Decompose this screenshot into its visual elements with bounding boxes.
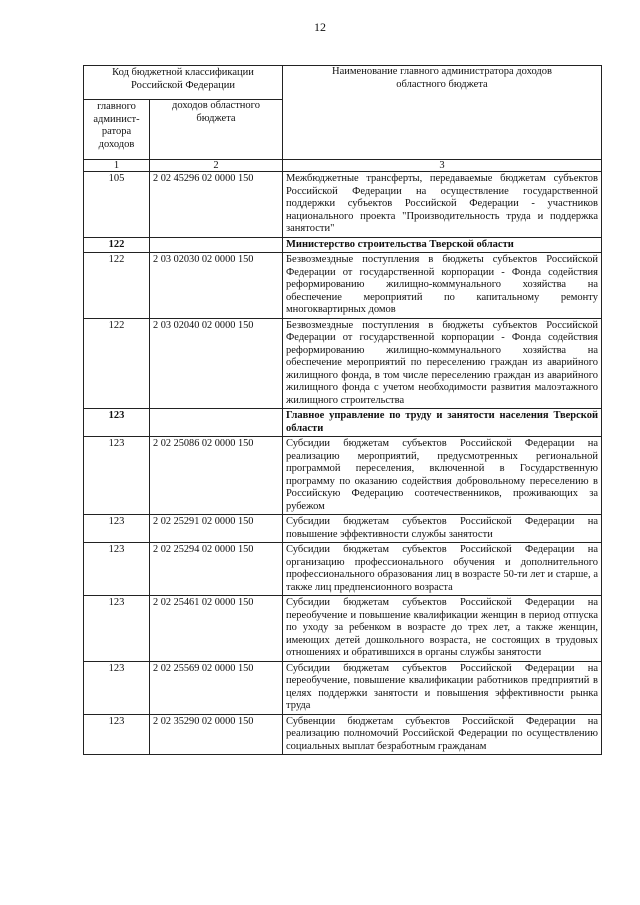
income-column-header: доходов областного бюджета bbox=[150, 100, 283, 160]
group-header-row bbox=[84, 409, 602, 437]
column-number-row bbox=[84, 160, 602, 172]
admin-code-cell: 105 bbox=[84, 172, 150, 238]
income-code-cell: 2 03 02030 02 0000 150 bbox=[150, 253, 283, 319]
income-code-cell: 2 03 02040 02 0000 150 bbox=[150, 318, 283, 409]
code-group-header: Код бюджетной классификации Российской Федерации bbox=[84, 66, 283, 100]
admin-code-cell: 123 bbox=[84, 409, 150, 437]
income-code-cell: 2 02 25569 02 0000 150 bbox=[150, 661, 283, 714]
income-code-cell: 2 02 25461 02 0000 150 bbox=[150, 596, 283, 662]
admin-code-cell: 123 bbox=[84, 515, 150, 543]
name-cell: Министерство строительства Тверской области bbox=[283, 237, 602, 253]
name-cell: Безвозмездные поступления в бюджеты субъектов Российской Федерации от государственной корпорации - Фонда содействия реформированию жилищно-коммунального хозяйства на обеспечение мероприятий по капитальному ремонту многоквартирных домов bbox=[283, 253, 602, 319]
admin-code-cell: 123 bbox=[84, 714, 150, 755]
table-row bbox=[84, 437, 602, 515]
income-code-cell bbox=[150, 237, 283, 253]
group-header-row bbox=[84, 237, 602, 253]
name-cell: Субсидии бюджетам субъектов Российской Федерации на переобучение и повышение квалификации женщин в период отпуска по уходу за ребенком в возрасте до трех лет, а также женщин, имеющих детей дошкольного возраста, не состоящих в трудовых отношениях и обратившихся в органы службы занятости bbox=[283, 596, 602, 662]
income-code-cell: 2 02 25291 02 0000 150 bbox=[150, 515, 283, 543]
admin-code-cell: 122 bbox=[84, 237, 150, 253]
income-code-cell: 2 02 45296 02 0000 150 bbox=[150, 172, 283, 238]
income-code-cell: 2 02 25086 02 0000 150 bbox=[150, 437, 283, 515]
income-code-cell: 2 02 35290 02 0000 150 bbox=[150, 714, 283, 755]
table-row bbox=[84, 318, 602, 409]
name-cell: Субсидии бюджетам субъектов Российской Федерации на организацию профессионального обучения и дополнительного профессионального образования лиц в возрасте 50-ти лет и старше, а также лиц предпенсионного возраста bbox=[283, 543, 602, 596]
page-number: 12 bbox=[314, 20, 326, 34]
name-cell: Главное управление по труду и занятости населения Тверской области bbox=[283, 409, 602, 437]
admin-code-cell: 122 bbox=[84, 318, 150, 409]
name-cell: Субвенции бюджетам субъектов Российской Федерации на реализацию полномочий Российской Федерации по осуществлению социальных выплат безработным гражданам bbox=[283, 714, 602, 755]
table-row bbox=[84, 253, 602, 319]
budget-classification-table bbox=[83, 65, 602, 755]
name-cell: Субсидии бюджетам субъектов Российской Федерации на переобучение, повышение квалификации работников предприятий в целях поддержки занятости и повышения эффективности рынка труда bbox=[283, 661, 602, 714]
admin-column-header: главного админист-ратора доходов bbox=[84, 100, 150, 160]
name-cell: Субсидии бюджетам субъектов Российской Федерации на повышение эффективности службы занятости bbox=[283, 515, 602, 543]
name-column-header: Наименование главного администратора доходов областного бюджета bbox=[283, 66, 602, 160]
table-row bbox=[84, 596, 602, 662]
admin-code-cell: 123 bbox=[84, 661, 150, 714]
table-row bbox=[84, 661, 602, 714]
admin-code-cell: 123 bbox=[84, 543, 150, 596]
table-row bbox=[84, 714, 602, 755]
admin-code-cell: 123 bbox=[84, 596, 150, 662]
column-number: 3 bbox=[283, 160, 602, 172]
table-row bbox=[84, 543, 602, 596]
name-cell: Межбюджетные трансферты, передаваемые бюджетам субъектов Российской Федерации на осуществление государственной поддержки субъектов Российской Федерации - участников национального проекта "Производительность труда и поддержка занятости" bbox=[283, 172, 602, 238]
income-code-cell: 2 02 25294 02 0000 150 bbox=[150, 543, 283, 596]
table-header-row bbox=[84, 66, 602, 100]
admin-code-cell: 122 bbox=[84, 253, 150, 319]
column-number: 2 bbox=[150, 160, 283, 172]
column-number: 1 bbox=[84, 160, 150, 172]
income-code-cell bbox=[150, 409, 283, 437]
table-row bbox=[84, 515, 602, 543]
name-cell: Субсидии бюджетам субъектов Российской Федерации на реализацию мероприятий, предусмотренных региональной программой переселения, включенной в Государственную программу по оказанию содействия добровольному переселению в Российскую Федерацию соотечественников, проживающих за рубежом bbox=[283, 437, 602, 515]
table-row bbox=[84, 172, 602, 238]
admin-code-cell: 123 bbox=[84, 437, 150, 515]
name-cell: Безвозмездные поступления в бюджеты субъектов Российской Федерации от государственной корпорации - Фонда содействия реформированию жилищно-коммунального хозяйства на обеспечение мероприятий по переселению граждан из аварийного жилищного фонда, в том числе переселению граждан из аварийного жилищного фонда с учетом необходимости развития малоэтажного жилищного строительства bbox=[283, 318, 602, 409]
